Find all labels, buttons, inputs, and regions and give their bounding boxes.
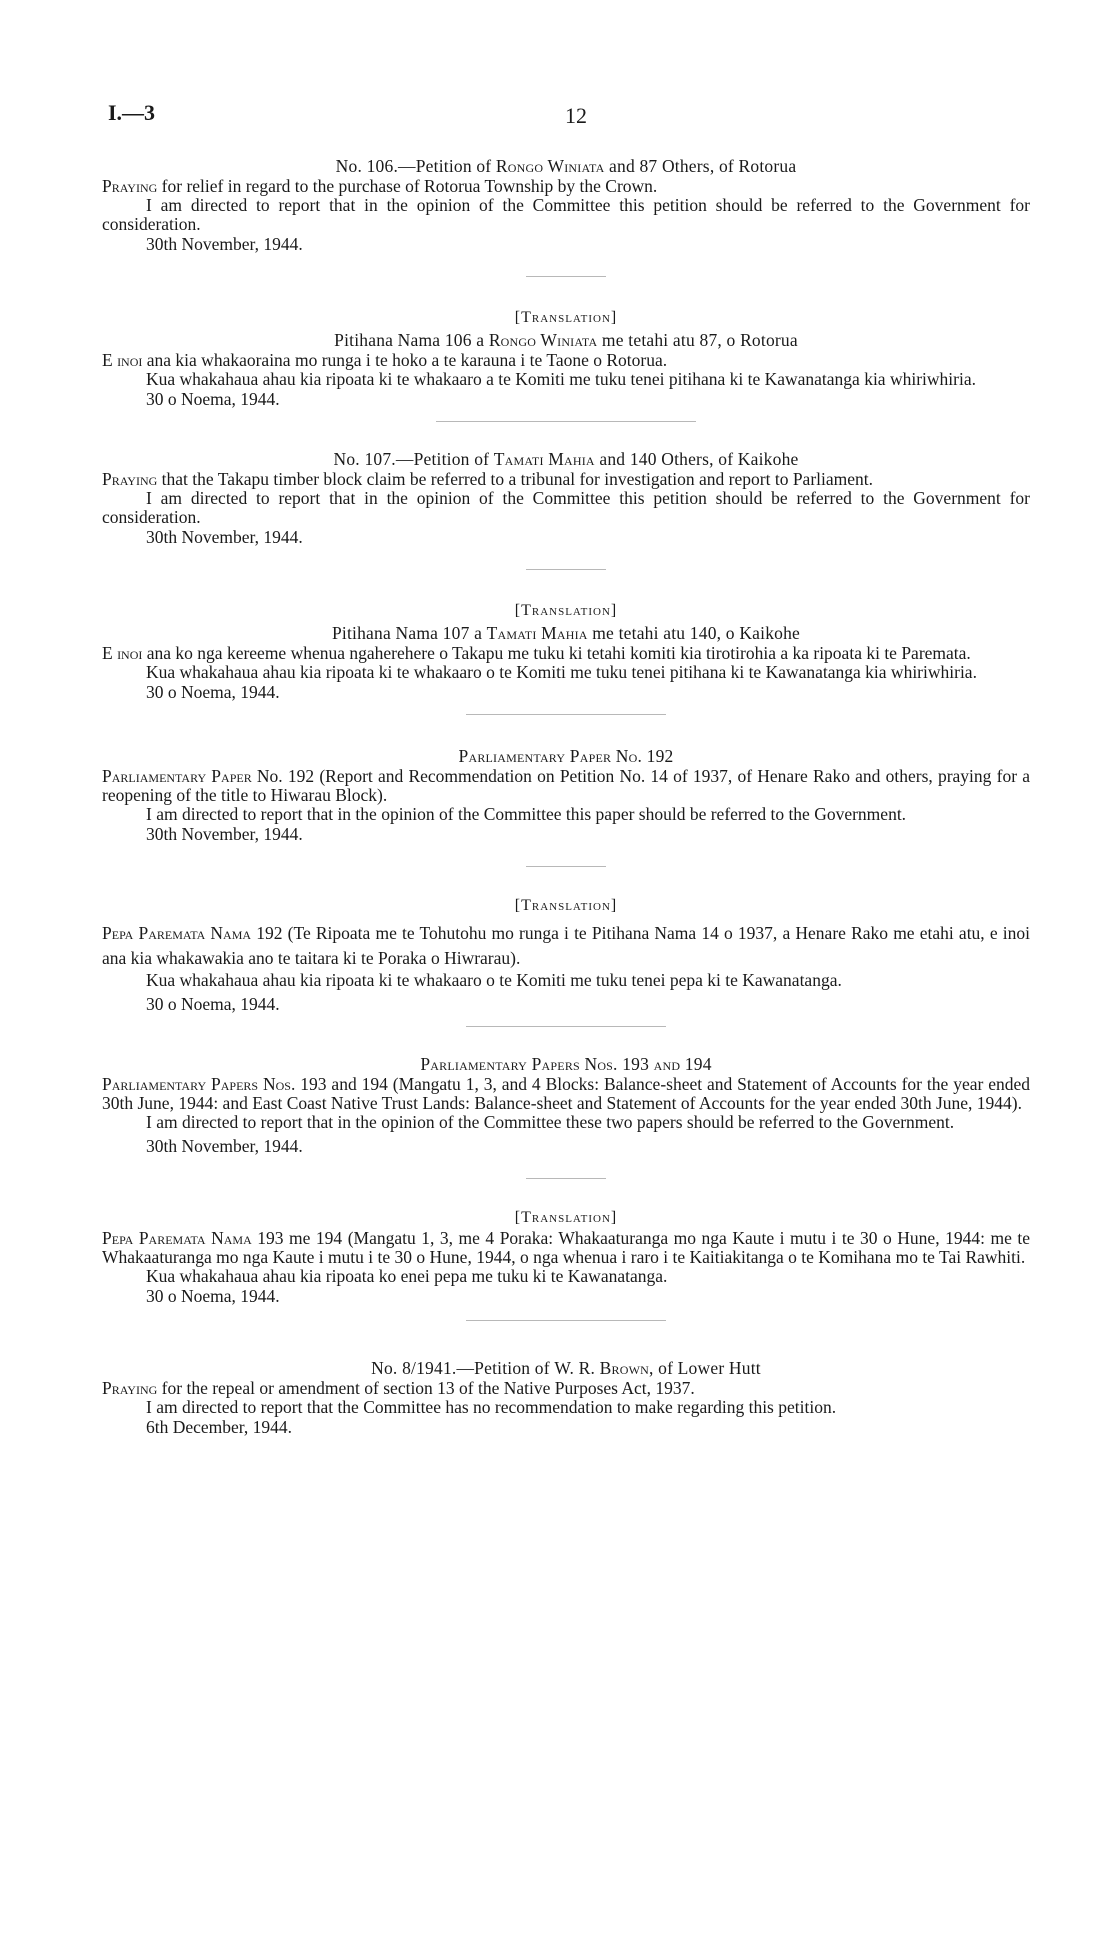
- heading-suffix: me tetahi atu 87, o Rotorua: [597, 330, 798, 350]
- petition-heading: [102, 329, 1030, 351]
- translation-193-194: [102, 1207, 1030, 1306]
- lead-word: E inoi: [102, 643, 143, 663]
- petitioner-name: W. R. Brown: [554, 1358, 649, 1378]
- description-text: No. 192 (Report and Recommendation on Petition No. 14 of 1937, of Henare Rako and others, praying for a reopening of the title to Hiwarau Block).: [102, 766, 1030, 805]
- report-date: 30 o Noema, 1944.: [146, 1286, 280, 1306]
- translation-192: [102, 895, 1030, 1014]
- translation-label: [Translation]: [514, 1209, 618, 1226]
- petitioner-name: Tamati Mahia: [486, 623, 588, 643]
- petition-heading: [102, 155, 1030, 177]
- paper-heading: Parliamentary Paper No. 192: [458, 746, 674, 766]
- page-header: [108, 100, 1028, 130]
- lead-word: Pepa Paremata Nama: [102, 923, 252, 943]
- report-date: 30th November, 1944.: [146, 234, 303, 254]
- translation-label: [Translation]: [514, 897, 618, 914]
- lead-word: Praying: [102, 1378, 158, 1398]
- committee-report: Kua whakahaua ahau kia ripoata ko enei pepa me tuku ki te Kawanatanga.: [146, 1266, 668, 1286]
- parliamentary-papers-193-194: [102, 1053, 1030, 1156]
- page-number: 12: [565, 103, 587, 128]
- lead-word: E inoi: [102, 350, 143, 370]
- petitioner-name: Tamati Mahia: [493, 449, 595, 469]
- petitioner-name: Rongo Winiata: [488, 330, 598, 350]
- heading-prefix: No. 8/1941.—Petition of: [371, 1358, 555, 1378]
- prayer-text: that the Takapu timber block claim be referred to a tribunal for investigation and report to Parliament.: [157, 469, 874, 489]
- translation-107: [102, 600, 1030, 702]
- lead-word: Praying: [102, 176, 158, 196]
- committee-report: Kua whakahaua ahau kia ripoata ki te whakaaro a te Komiti me tuku tenei pitihana ki te Kawanatanga kia whiriwhiria.: [146, 369, 976, 389]
- prayer-text: ana ko nga kereeme whenua ngaherehere o Takapu me tuku ki tetahi komiti kia tirotirohia a ka ripoata ki te Paremata.: [142, 643, 971, 663]
- petitioner-name: Rongo Winiata: [495, 156, 605, 176]
- translation-106: [102, 307, 1030, 409]
- section-divider: [526, 866, 606, 867]
- translation-label: [Translation]: [514, 602, 618, 619]
- report-date: 30th November, 1944.: [146, 824, 303, 844]
- petition-107: [102, 448, 1030, 547]
- committee-report: I am directed to report that in the opinion of the Committee this petition should be referred to the Government for consideration.: [102, 195, 1030, 234]
- committee-report: I am directed to report that in the opinion of the Committee this petition should be referred to the Government for consideration.: [102, 488, 1030, 527]
- heading-suffix: me tetahi atu 140, o Kaikohe: [587, 623, 801, 643]
- petition-prayer: [102, 644, 1030, 663]
- heading-prefix: Pitihana Nama 107 a: [331, 623, 487, 643]
- report-date: 30th November, 1944.: [146, 527, 303, 547]
- section-divider: [466, 1026, 666, 1027]
- lead-word: Parliamentary Paper: [102, 766, 252, 786]
- prayer-text: for relief in regard to the purchase of Rotorua Township by the Crown.: [157, 176, 658, 196]
- heading-prefix: No. 107.—Petition of: [333, 449, 494, 469]
- committee-report: Kua whakahaua ahau kia ripoata ki te whakaaro o te Komiti me tuku tenei pepa ki te Kawanatanga.: [146, 970, 842, 990]
- section-divider: [436, 421, 696, 422]
- lead-word: Parliamentary Papers Nos.: [102, 1074, 296, 1094]
- description-text: 193 and 194 (Mangatu 1, 3, and 4 Blocks: Balance-sheet and Statement of Accounts for the year ended 30th June, 1944: and East Coast Native Trust Lands: Balance-sheet and Statement of Accounts for the year ended 30th June, 1944).: [102, 1074, 1030, 1113]
- petition-prayer: [102, 177, 1030, 196]
- petition-prayer: [102, 470, 1030, 489]
- report-date: 30 o Noema, 1944.: [146, 389, 280, 409]
- petition-8-1941: [102, 1357, 1030, 1437]
- committee-report: I am directed to report that in the opinion of the Committee this paper should be referred to the Government.: [146, 804, 907, 824]
- prayer-text: ana kia whakaoraina mo runga i te hoko a te karauna i te Taone o Rotorua.: [142, 350, 668, 370]
- petition-prayer: [102, 351, 1030, 370]
- petition-heading: [102, 1357, 1030, 1379]
- lead-word: Pepa Paremata Nama: [102, 1228, 252, 1248]
- parliamentary-paper-192: [102, 745, 1030, 844]
- petition-prayer: [102, 1379, 1030, 1398]
- section-divider: [466, 714, 666, 715]
- heading-prefix: Pitihana Nama 106 a: [334, 330, 489, 350]
- committee-report: I am directed to report that in the opinion of the Committee these two papers should be referred to the Government.: [146, 1112, 955, 1132]
- petition-106: [102, 150, 1030, 254]
- report-date: 6th December, 1944.: [146, 1417, 293, 1437]
- paper-description: [102, 1229, 1030, 1267]
- translation-label: [Translation]: [514, 309, 618, 326]
- heading-suffix: , of Lower Hutt: [648, 1358, 761, 1378]
- lead-word: Praying: [102, 469, 158, 489]
- section-divider: [466, 1320, 666, 1321]
- committee-report: Kua whakahaua ahau kia ripoata ki te whakaaro o te Komiti me tuku tenei pitihana ki te Kawanatanga kia whiriwhiria.: [146, 662, 977, 682]
- section-divider: [526, 569, 606, 570]
- paper-description: [102, 767, 1030, 805]
- document-content: [102, 150, 1030, 1437]
- petition-heading: [102, 622, 1030, 644]
- heading-suffix: and 87 Others, of Rotorua: [604, 156, 797, 176]
- section-divider: [526, 276, 606, 277]
- page-id: I.—3: [108, 100, 156, 125]
- description-text: 192 (Te Ripoata me te Tohutohu mo runga i te Pitihana Nama 14 o 1937, a Henare Rako me etahi atu, e inoi ana kia whakawakia ano te taitara ki te Poraka o Hiwrarau).: [102, 923, 1031, 968]
- section-divider: [526, 1178, 606, 1179]
- report-date: 30 o Noema, 1944.: [146, 682, 280, 702]
- petition-heading: [102, 448, 1030, 470]
- prayer-text: for the repeal or amendment of section 13 of the Native Purposes Act, 1937.: [157, 1378, 695, 1398]
- paper-description: [102, 921, 1030, 971]
- description-text: 193 me 194 (Mangatu 1, 3, me 4 Poraka: Whakaaturanga mo nga Kaute i mutu i te 30 o Hune, 1944: me te Whakaaturanga mo nga Kaute i mutu i te 30 o Hune, 1944, o nga whenua i raro i te Kaitiakitanga o te Komihana mo te Tai Rawhiti.: [102, 1228, 1030, 1267]
- heading-prefix: No. 106.—Petition of: [335, 156, 496, 176]
- report-date: 30 o Noema, 1944.: [146, 994, 280, 1014]
- paper-description: [102, 1075, 1030, 1113]
- heading-suffix: and 140 Others, of Kaikohe: [594, 449, 799, 469]
- report-date: 30th November, 1944.: [146, 1136, 303, 1156]
- committee-report: I am directed to report that the Committee has no recommendation to make regarding this petition.: [146, 1397, 837, 1417]
- paper-heading: Parliamentary Papers Nos. 193 and 194: [420, 1054, 712, 1074]
